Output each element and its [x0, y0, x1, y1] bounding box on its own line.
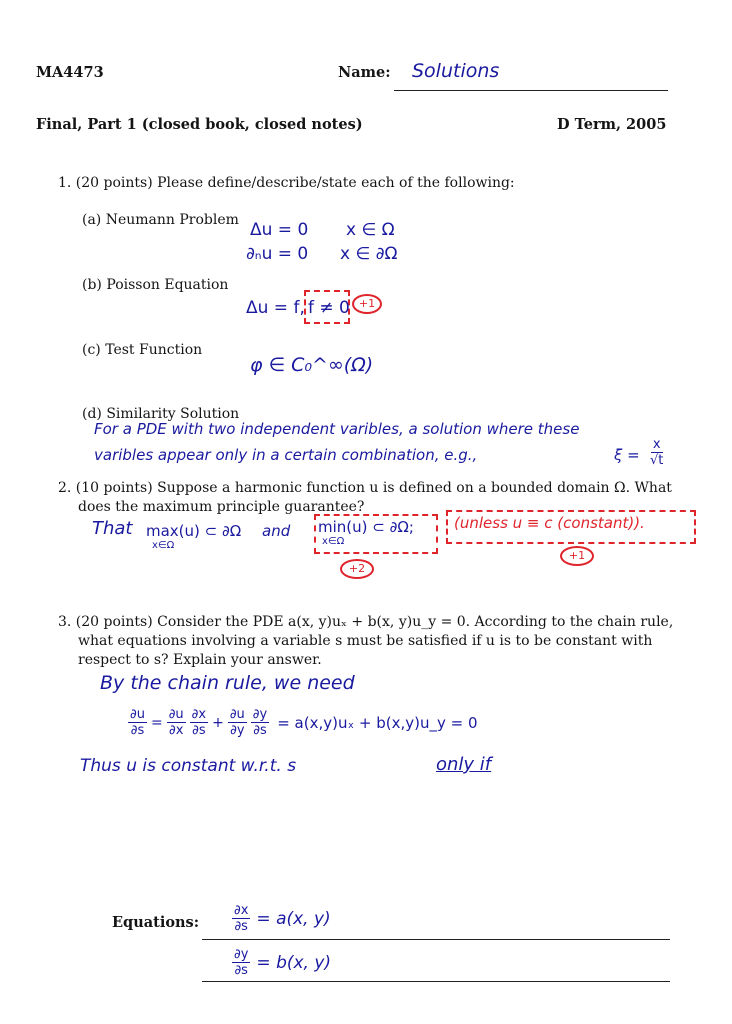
q1a-label: (a) Neumann Problem	[82, 212, 239, 228]
q1b-boxed-condition: f ≠ 0	[308, 298, 350, 318]
name-underline	[394, 90, 668, 91]
q1a-eq1: Δu = 0	[250, 220, 309, 240]
q1d-label: (d) Similarity Solution	[82, 406, 240, 422]
equations-label: Equations:	[112, 914, 200, 931]
q1a-eq2-domain: x ∈ ∂Ω	[340, 244, 398, 264]
q3-answer-thus: Thus u is constant w.r.t. s	[80, 756, 297, 776]
q1c-label: (c) Test Function	[82, 342, 203, 358]
q2-prompt-line2: does the maximum principle guarantee?	[78, 499, 365, 515]
q3-prompt-line1: 3. (20 points) Consider the PDE a(x, y)uₓ + b(x, y)u_y = 0. According to the chain rule,	[58, 614, 674, 630]
q1-prompt: 1. (20 points) Please define/describe/state each of the following:	[58, 175, 515, 191]
q1d-fraction: $\frac{x}{√t}$	[650, 437, 664, 468]
term: D Term, 2005	[557, 116, 667, 133]
equation-2: $\frac{\partial y}{\partial s}$ = b(x, y)	[234, 947, 332, 978]
q1a-eq1-domain: x ∈ Ω	[346, 220, 395, 240]
q2-answer-min-sub: x∈Ω	[322, 536, 345, 547]
name-label: Name:	[338, 64, 391, 81]
q3-answer-line1: By the chain rule, we need	[100, 672, 355, 694]
q2-unless-points-badge: +1	[560, 546, 594, 566]
exam-subtitle: Final, Part 1 (closed book, closed notes)	[36, 116, 363, 133]
q3-prompt-line3: respect to s? Explain your answer.	[78, 652, 322, 668]
q2-answer-max-sub: x∈Ω	[152, 540, 175, 551]
q1a-eq2: ∂ₙu = 0	[246, 244, 309, 264]
q2-answer-that: That	[92, 518, 133, 539]
q1d-answer-line2: varibles appear only in a certain combination, e.g.,	[94, 446, 478, 464]
q3-answer-only-if: only if	[436, 754, 492, 775]
q2-answer-and: and	[262, 522, 291, 540]
equation-1-line	[202, 939, 670, 940]
course-code: MA4473	[36, 64, 104, 81]
q1b-answer: Δu = f,	[246, 298, 305, 318]
q3-prompt-line2: what equations involving a variable s must be satisfied if u is to be constant with	[78, 633, 653, 649]
q1b-points-badge: +1	[352, 294, 382, 314]
q1d-answer-line1: For a PDE with two independent varibles, a solution where these	[94, 420, 580, 438]
q3-chain-rule-equation: $\frac{\partial u}{\partial s}$ = $\frac{\partial u}{\partial x}$ $\frac{\partial x}{\partial s}$ + $\frac{\partial u}{\partial y}$ $\frac{\partial y}{\partial s}$ = a(x,y)uₓ + b(x,y)u_y = 0	[130, 707, 478, 738]
q2-answer-max: max(u) ⊂ ∂Ω	[146, 522, 242, 540]
q1b-label: (b) Poisson Equation	[82, 277, 229, 293]
equation-2-line	[202, 981, 670, 982]
q2-prompt-line1: 2. (10 points) Suppose a harmonic function u is defined on a bounded domain Ω. What	[58, 480, 672, 496]
equation-1: $\frac{\partial x}{\partial s}$ = a(x, y)	[234, 903, 331, 934]
q2-answer-unless: (unless u ≡ c (constant)).	[454, 514, 645, 532]
q1c-answer: φ ∈ C₀^∞(Ω)	[250, 354, 374, 376]
q2-answer-min: min(u) ⊂ ∂Ω;	[318, 518, 414, 536]
name-value: Solutions	[412, 60, 500, 82]
q2-min-points-badge: +2	[340, 559, 374, 579]
q1d-example: ξ =	[614, 446, 640, 464]
